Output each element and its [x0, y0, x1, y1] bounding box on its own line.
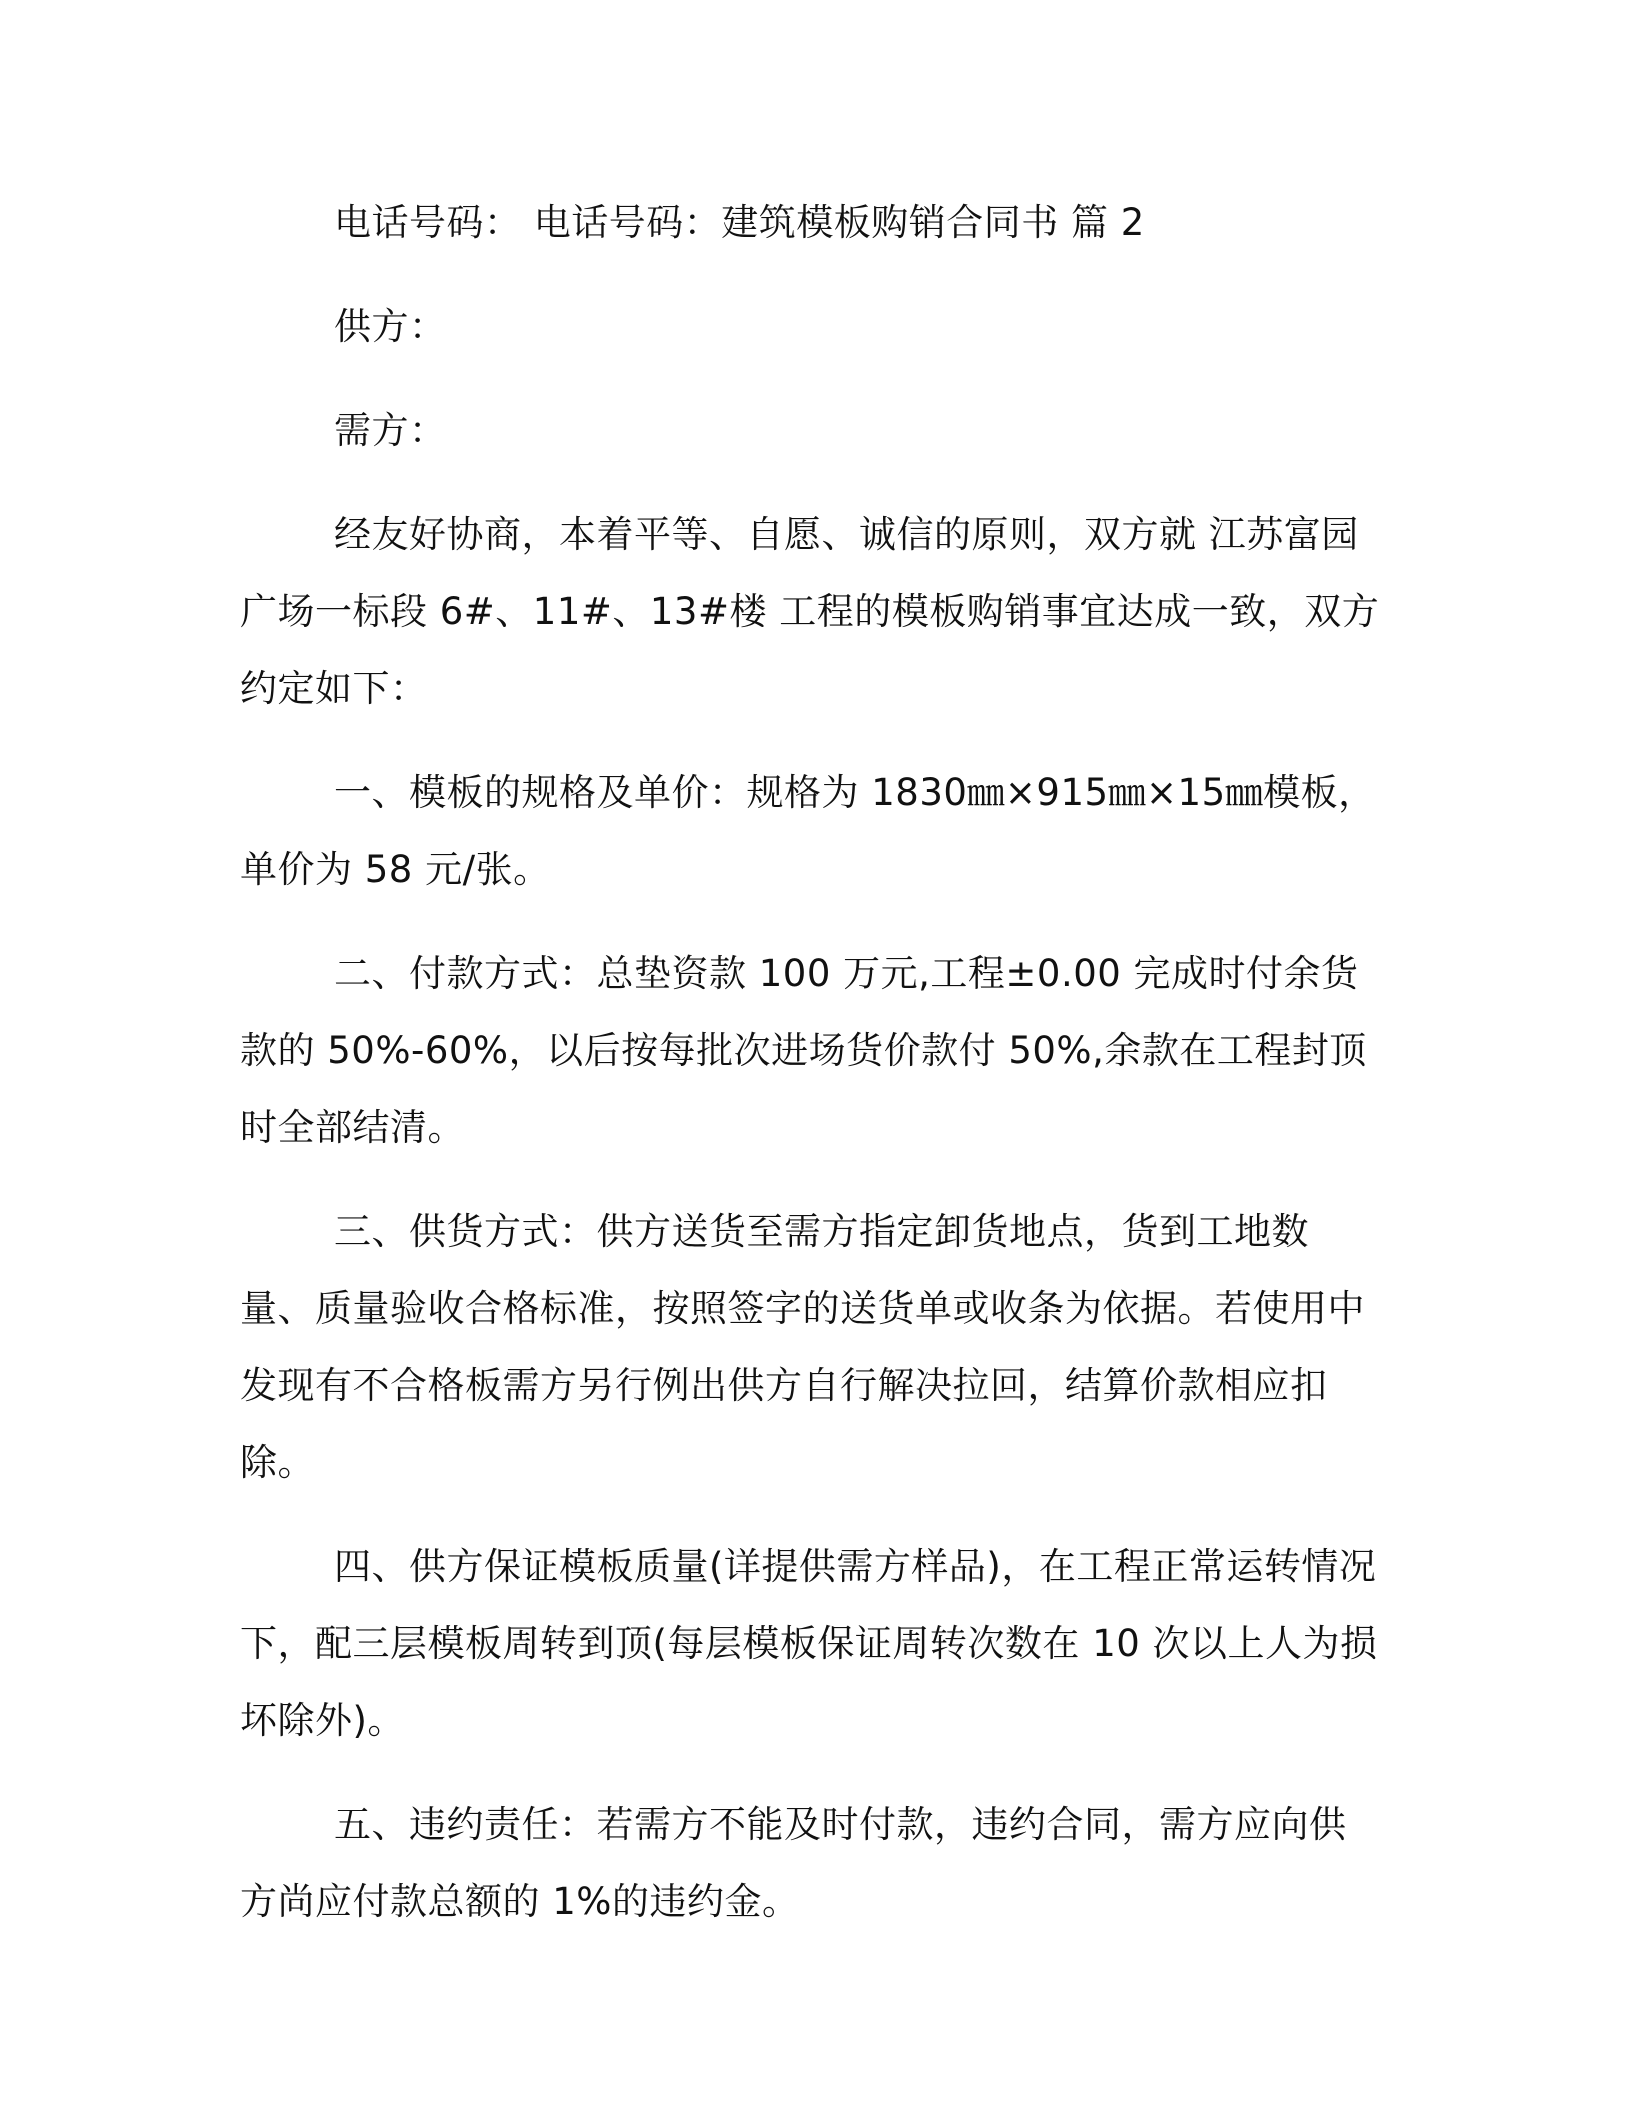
clause-2-payment: 二、付款方式：总垫资款 100 万元,工程±0.00 完成时付余货款的 50%-60%，以后按每批次进场货价款付 50%,余款在工程封顶时全部结清。 [240, 952, 1367, 1149]
clause-4-quality: 四、供方保证模板质量(详提供需方样品)，在工程正常运转情况下，配三层模板周转到顶(每层模板保证周转次数在 10 次以上人为损坏除外)。 [240, 1545, 1378, 1742]
phone-and-title-line: 电话号码： 电话号码：建筑模板购销合同书 篇 2 [334, 201, 1145, 244]
supplier-line: 供方： [334, 305, 447, 348]
clause-1-spec-price: 一、模板的规格及单价：规格为 1830㎜×915㎜×15㎜模板，单价为 58 元/张。 [240, 771, 1376, 891]
intro-paragraph: 经友好协商，本着平等、自愿、诚信的原则，双方就 江苏富园广场一标段 6#、11#、13#楼 工程的模板购销事宜达成一致，双方约定如下： [240, 513, 1380, 710]
buyer-line: 需方： [334, 409, 447, 452]
clause-3-delivery: 三、供货方式：供方送货至需方指定卸货地点，货到工地数量、质量验收合格标准，按照签字的送货单或收条为依据。若使用中发现有不合格板需方另行例出供方自行解决拉回，结算价款相应扣除。 [240, 1210, 1365, 1484]
document-body [240, 184, 1380, 1967]
clause-5-liability: 五、违约责任：若需方不能及时付款，违约合同，需方应向供方尚应付款总额的 1%的违约金。 [240, 1803, 1347, 1923]
